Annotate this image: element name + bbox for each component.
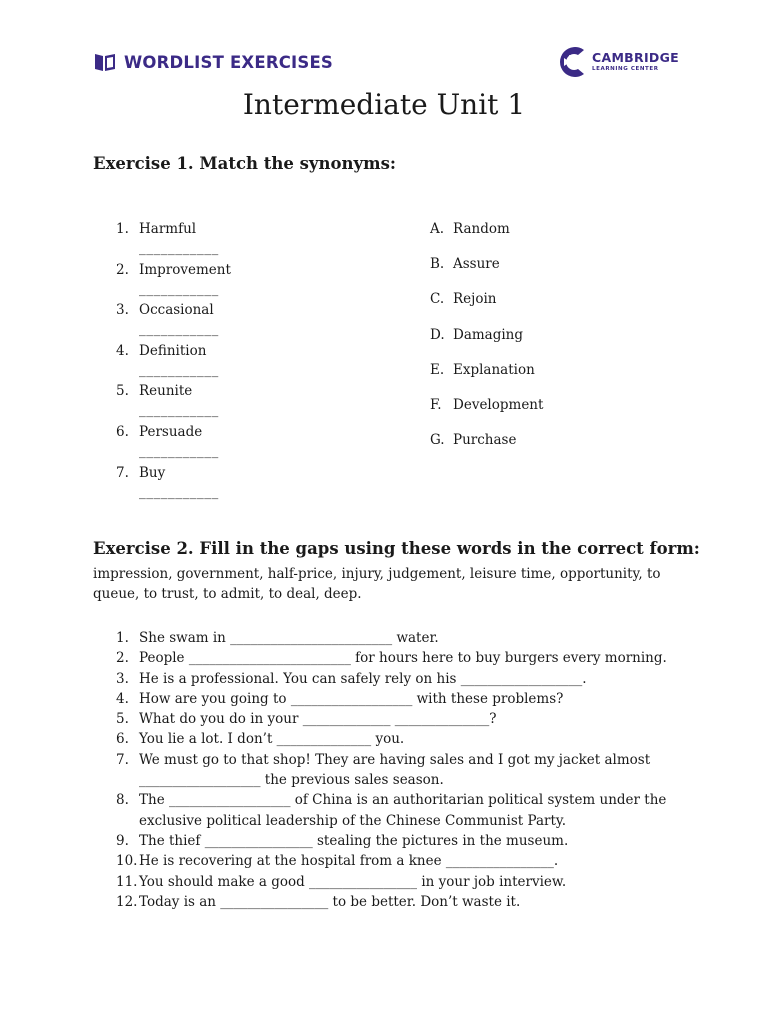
wordlist-brand (94, 52, 333, 72)
synonym-word: Occasional (139, 302, 214, 319)
synonym-word: Harmful (139, 221, 197, 237)
sentence-item (116, 709, 676, 729)
synonym-word-item (116, 262, 316, 303)
synonym-word-item (116, 424, 316, 465)
answer-blank: ___________ (139, 402, 219, 419)
synonym-option: Rejoin (453, 291, 497, 308)
sentence-number: 2. (116, 650, 129, 667)
sentence-number: 4. (116, 690, 129, 707)
sentence-number: 8. (116, 792, 129, 809)
sentence-item (116, 790, 676, 831)
sentence-item (116, 892, 676, 912)
synonym-option: Development (453, 396, 544, 413)
synonym-options-list (430, 221, 690, 467)
sentence-item (116, 750, 676, 791)
item-number: 6. (116, 423, 129, 440)
exercise1-heading: Exercise 1. Match the synonyms: (93, 154, 396, 173)
option-letter: G. (430, 432, 445, 449)
book-icon (94, 52, 116, 72)
item-number: 3. (116, 302, 129, 319)
sentence-number: 12. (116, 893, 138, 910)
synonym-word: Definition (139, 342, 207, 359)
sentence-number: 6. (116, 731, 129, 748)
synonym-option-item (430, 327, 690, 362)
answer-blank: ___________ (139, 240, 219, 256)
page-header (0, 0, 768, 90)
option-letter: D. (430, 326, 445, 343)
sentence-item (116, 831, 676, 851)
sentence-text: What do you do in your _____________ ______________? (139, 711, 497, 728)
synonym-word-item (116, 302, 316, 343)
synonym-word: Reunite (139, 383, 193, 400)
sentence-item (116, 872, 676, 892)
item-number: 4. (116, 342, 129, 359)
cambridge-name: CAMBRIDGE (592, 50, 679, 65)
sentence-text: You should make a good ________________ in your job interview. (139, 873, 567, 890)
synonym-option: Assure (453, 256, 500, 273)
answer-blank: ___________ (139, 280, 219, 297)
sentence-item (116, 628, 676, 648)
brand-title: WORDLIST EXERCISES (124, 52, 334, 72)
synonym-word-item (116, 383, 316, 424)
exercise2-heading: Exercise 2. Fill in the gaps using these words in the correct form: (93, 539, 700, 558)
sentence-number: 10. (116, 853, 138, 870)
answer-blank: ___________ (139, 442, 219, 459)
cambridge-logo-icon (554, 43, 588, 81)
sentence-item (116, 851, 676, 871)
synonym-option-item (430, 432, 690, 467)
sentence-number: 9. (116, 832, 129, 849)
gap-fill-sentences (116, 628, 676, 912)
option-letter: B. (430, 256, 445, 273)
sentence-text: People ________________________ for hours here to buy burgers every morning. (139, 650, 667, 667)
sentence-text: Today is an ________________ to be better. Don’t waste it. (139, 893, 521, 910)
synonym-option-item (430, 397, 690, 432)
synonym-word-item (116, 465, 316, 506)
sentence-text: He is recovering at the hospital from a knee ________________. (139, 853, 559, 870)
synonym-option-item (430, 362, 690, 397)
option-letter: C. (430, 291, 445, 308)
answer-blank: ___________ (139, 321, 219, 338)
synonym-words-list (116, 221, 316, 505)
sentence-item (116, 729, 676, 749)
option-letter: F. (430, 396, 442, 413)
synonym-option-item (430, 291, 690, 326)
synonym-option: Purchase (453, 432, 517, 449)
item-number: 5. (116, 383, 129, 400)
sentence-number: 5. (116, 711, 129, 728)
word-bank: impression, government, half-price, injury, judgement, leisure time, opportunity, to queue, to trust, to admit, to deal, deep. (93, 566, 661, 602)
synonym-option-item (430, 256, 690, 291)
sentence-item (116, 648, 676, 668)
synonym-option: Explanation (453, 361, 535, 378)
sentence-text: How are you going to __________________ with these problems? (139, 690, 564, 707)
item-number: 1. (116, 221, 129, 237)
sentence-number: 11. (116, 873, 138, 890)
synonym-word-item (116, 221, 316, 262)
sentence-number: 7. (116, 751, 129, 768)
sentence-text: The thief ________________ stealing the pictures in the museum. (139, 832, 569, 849)
synonym-word: Improvement (139, 261, 231, 278)
option-letter: E. (430, 361, 445, 378)
sentence-number: 1. (116, 630, 129, 646)
synonym-option: Random (453, 221, 510, 237)
synonym-option-item (430, 221, 690, 256)
synonym-word: Buy (139, 464, 166, 481)
sentence-item (116, 669, 676, 689)
sentence-text: We must go to that shop! They are having sales and I got my jacket almost __________________ the previous sales season. (139, 751, 651, 789)
sentence-text: She swam in ________________________ water. (139, 630, 439, 646)
cambridge-subtitle: LEARNING CENTER (592, 66, 659, 72)
option-letter: A. (430, 221, 445, 237)
sentence-text: He is a professional. You can safely rely on his __________________. (139, 670, 587, 687)
answer-blank: ___________ (139, 483, 219, 500)
answer-blank: ___________ (139, 361, 219, 378)
sentence-text: The __________________ of China is an authoritarian political system under the exclusive political leadership of the Chinese Communist Party. (139, 792, 667, 829)
item-number: 7. (116, 464, 129, 481)
sentence-item (116, 689, 676, 709)
synonym-word: Persuade (139, 423, 203, 440)
cambridge-brand (554, 43, 679, 81)
sentence-number: 3. (116, 670, 129, 687)
synonym-word-item (116, 343, 316, 384)
synonym-option: Damaging (453, 326, 524, 343)
page-title: Intermediate Unit 1 (242, 88, 526, 121)
item-number: 2. (116, 261, 129, 278)
sentence-text: You lie a lot. I don’t ______________ you. (139, 731, 405, 748)
